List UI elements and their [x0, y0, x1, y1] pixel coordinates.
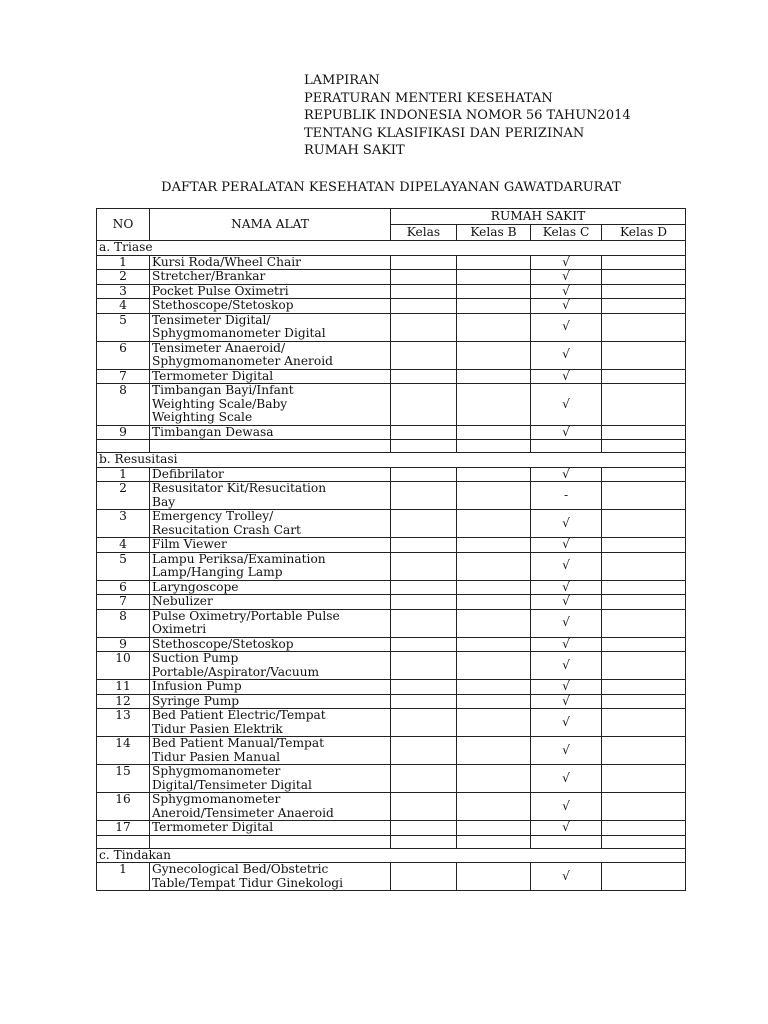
row-number: 6 — [97, 341, 150, 369]
equipment-name: Timbangan Bayi/Infant Weighting Scale/Baby Weighting Scale — [150, 384, 391, 426]
class-mark — [391, 482, 457, 510]
class-mark: √ — [531, 270, 602, 285]
document-header — [304, 72, 631, 160]
equipment-name: Infusion Pump — [150, 680, 391, 695]
row-number: 2 — [97, 270, 150, 285]
equipment-name: Stethoscope/Stetoskop — [150, 637, 391, 652]
blank-cell — [150, 835, 391, 848]
class-mark — [457, 284, 531, 299]
class-mark: √ — [531, 709, 602, 737]
class-mark: √ — [531, 680, 602, 695]
row-number: 1 — [97, 863, 150, 891]
class-mark — [391, 637, 457, 652]
class-mark — [391, 595, 457, 610]
class-mark: √ — [531, 765, 602, 793]
equipment-name: Resusitator Kit/Resucitation Bay — [150, 482, 391, 510]
equipment-name: Bed Patient Manual/Tempat Tidur Pasien Manual — [150, 737, 391, 765]
equipment-name: Pocket Pulse Oximetri — [150, 284, 391, 299]
class-mark — [391, 270, 457, 285]
class-mark — [457, 765, 531, 793]
class-mark — [391, 284, 457, 299]
class-mark — [602, 510, 686, 538]
class-mark: √ — [531, 255, 602, 270]
class-mark — [602, 580, 686, 595]
class-mark — [391, 737, 457, 765]
class-mark: √ — [531, 313, 602, 341]
table-row — [97, 284, 686, 299]
equipment-name: Syringe Pump — [150, 694, 391, 709]
class-mark — [602, 637, 686, 652]
table-header-row — [97, 209, 686, 225]
class-mark: √ — [531, 694, 602, 709]
class-mark: √ — [531, 637, 602, 652]
class-mark — [391, 299, 457, 314]
class-mark — [457, 652, 531, 680]
class-mark — [457, 694, 531, 709]
class-mark — [602, 255, 686, 270]
class-mark — [457, 425, 531, 440]
row-number: 15 — [97, 765, 150, 793]
class-mark — [457, 637, 531, 652]
table-row — [97, 863, 686, 891]
class-mark — [391, 341, 457, 369]
class-mark: √ — [531, 552, 602, 580]
equipment-name: Timbangan Dewasa — [150, 425, 391, 440]
column-group-header: RUMAH SAKIT — [391, 209, 686, 225]
row-number: 5 — [97, 552, 150, 580]
class-mark: √ — [531, 793, 602, 821]
table-row — [97, 680, 686, 695]
row-number: 14 — [97, 737, 150, 765]
class-mark — [457, 793, 531, 821]
class-mark: √ — [531, 341, 602, 369]
table-row — [97, 793, 686, 821]
class-mark — [602, 482, 686, 510]
section-label: c. Tindakan — [97, 848, 686, 863]
column-header-class: Kelas D — [602, 225, 686, 241]
column-header-name: NAMA ALAT — [150, 209, 391, 241]
class-mark — [602, 299, 686, 314]
row-number: 7 — [97, 595, 150, 610]
class-mark: √ — [531, 580, 602, 595]
equipment-name: Sphygmomanometer Aneroid/Tensimeter Anaeroid — [150, 793, 391, 821]
table-row — [97, 694, 686, 709]
table-row — [97, 384, 686, 426]
class-mark — [391, 538, 457, 553]
equipment-name: Stretcher/Brankar — [150, 270, 391, 285]
header-line: REPUBLIK INDONESIA NOMOR 56 TAHUN2014 — [304, 108, 631, 123]
header-line: RUMAH SAKIT — [304, 143, 405, 158]
class-mark — [602, 270, 686, 285]
section-row — [97, 241, 686, 256]
equipment-name: Pulse Oximetry/Portable Pulse Oximetri — [150, 609, 391, 637]
class-mark — [457, 595, 531, 610]
equipment-name: Gynecological Bed/Obstetric Table/Tempat Tidur Ginekologi — [150, 863, 391, 891]
class-mark — [602, 863, 686, 891]
section-row — [97, 453, 686, 468]
row-number: 8 — [97, 384, 150, 426]
table-row — [97, 652, 686, 680]
class-mark — [602, 369, 686, 384]
class-mark — [457, 313, 531, 341]
table-row — [97, 369, 686, 384]
table-row — [97, 538, 686, 553]
equipment-name: Emergency Trolley/ Resucitation Crash Cart — [150, 510, 391, 538]
equipment-name: Tensimeter Digital/ Sphygmomanometer Digital — [150, 313, 391, 341]
class-mark — [602, 765, 686, 793]
class-mark — [457, 384, 531, 426]
class-mark — [457, 580, 531, 595]
table-row — [97, 821, 686, 836]
table-row — [97, 595, 686, 610]
table-row — [97, 609, 686, 637]
equipment-table — [96, 208, 686, 891]
table-row — [97, 467, 686, 482]
class-mark — [457, 552, 531, 580]
class-mark — [602, 652, 686, 680]
class-mark — [602, 552, 686, 580]
row-number: 6 — [97, 580, 150, 595]
header-line: LAMPIRAN — [304, 73, 380, 88]
document-title: DAFTAR PERALATAN KESEHATAN DIPELAYANAN GAWATDARURAT — [161, 180, 621, 195]
column-header-class: Kelas B — [457, 225, 531, 241]
row-number: 7 — [97, 369, 150, 384]
table-row — [97, 270, 686, 285]
table-row — [97, 637, 686, 652]
class-mark — [391, 609, 457, 637]
section-label: b. Resusitasi — [97, 453, 686, 468]
row-number: 11 — [97, 680, 150, 695]
blank-row — [97, 835, 686, 848]
class-mark — [457, 482, 531, 510]
class-mark — [602, 609, 686, 637]
section-row — [97, 848, 686, 863]
class-mark — [602, 425, 686, 440]
row-number: 13 — [97, 709, 150, 737]
class-mark — [457, 299, 531, 314]
class-mark — [391, 680, 457, 695]
class-mark: √ — [531, 821, 602, 836]
row-number: 3 — [97, 284, 150, 299]
row-number: 16 — [97, 793, 150, 821]
class-mark — [391, 694, 457, 709]
equipment-name: Tensimeter Anaeroid/ Sphygmomanometer Aneroid — [150, 341, 391, 369]
equipment-name: Kursi Roda/Wheel Chair — [150, 255, 391, 270]
column-header-class: Kelas — [391, 225, 457, 241]
class-mark — [391, 580, 457, 595]
blank-cell — [97, 440, 150, 453]
class-mark — [602, 341, 686, 369]
blank-row — [97, 440, 686, 453]
row-number: 10 — [97, 652, 150, 680]
table-row — [97, 313, 686, 341]
column-header-class: Kelas C — [531, 225, 602, 241]
class-mark — [391, 863, 457, 891]
row-number: 9 — [97, 637, 150, 652]
row-number: 1 — [97, 255, 150, 270]
class-mark — [457, 680, 531, 695]
row-number: 12 — [97, 694, 150, 709]
class-mark: √ — [531, 284, 602, 299]
class-mark — [391, 255, 457, 270]
class-mark — [391, 652, 457, 680]
table-row — [97, 425, 686, 440]
class-mark — [457, 737, 531, 765]
table-row — [97, 299, 686, 314]
row-number: 3 — [97, 510, 150, 538]
equipment-name: Termometer Digital — [150, 369, 391, 384]
class-mark: √ — [531, 652, 602, 680]
table-body — [97, 241, 686, 891]
header-line: PERATURAN MENTERI KESEHATAN — [304, 90, 553, 106]
table-row — [97, 341, 686, 369]
equipment-name: Sphygmomanometer Digital/Tensimeter Digital — [150, 765, 391, 793]
header-line: TENTANG KLASIFIKASI DAN PERIZINAN — [304, 125, 585, 141]
blank-cell — [602, 835, 686, 848]
class-mark: √ — [531, 425, 602, 440]
class-mark: √ — [531, 299, 602, 314]
blank-cell — [391, 440, 457, 453]
table-row — [97, 255, 686, 270]
class-mark — [457, 270, 531, 285]
class-mark — [457, 369, 531, 384]
class-mark: √ — [531, 609, 602, 637]
equipment-name: Film Viewer — [150, 538, 391, 553]
class-mark — [602, 821, 686, 836]
class-mark — [602, 384, 686, 426]
equipment-name: Bed Patient Electric/Tempat Tidur Pasien Elektrik — [150, 709, 391, 737]
class-mark — [457, 467, 531, 482]
class-mark — [391, 821, 457, 836]
class-mark — [457, 255, 531, 270]
class-mark — [391, 313, 457, 341]
blank-cell — [457, 440, 531, 453]
blank-cell — [391, 835, 457, 848]
class-mark — [602, 595, 686, 610]
table-row — [97, 510, 686, 538]
class-mark — [391, 765, 457, 793]
class-mark — [457, 609, 531, 637]
blank-cell — [531, 835, 602, 848]
class-mark — [391, 510, 457, 538]
equipment-name: Laryngoscope — [150, 580, 391, 595]
class-mark — [602, 284, 686, 299]
row-number: 17 — [97, 821, 150, 836]
class-mark: √ — [531, 384, 602, 426]
class-mark — [602, 793, 686, 821]
class-mark — [457, 709, 531, 737]
class-mark — [457, 863, 531, 891]
table-row — [97, 580, 686, 595]
table-row — [97, 709, 686, 737]
equipment-name: Lampu Periksa/Examination Lamp/Hanging Lamp — [150, 552, 391, 580]
equipment-name: Termometer Digital — [150, 821, 391, 836]
class-mark: - — [531, 482, 602, 510]
class-mark — [391, 425, 457, 440]
class-mark: √ — [531, 863, 602, 891]
table-row — [97, 552, 686, 580]
table-row — [97, 765, 686, 793]
class-mark — [602, 313, 686, 341]
class-mark — [457, 821, 531, 836]
class-mark — [602, 737, 686, 765]
class-mark: √ — [531, 737, 602, 765]
class-mark — [457, 538, 531, 553]
class-mark: √ — [531, 369, 602, 384]
class-mark: √ — [531, 538, 602, 553]
row-number: 2 — [97, 482, 150, 510]
class-mark — [457, 341, 531, 369]
section-label: a. Triase — [97, 241, 686, 256]
column-header-no: NO — [97, 209, 150, 241]
class-mark — [602, 694, 686, 709]
class-mark — [391, 793, 457, 821]
class-mark — [391, 369, 457, 384]
blank-cell — [531, 440, 602, 453]
class-mark — [391, 384, 457, 426]
class-mark — [602, 538, 686, 553]
class-mark — [391, 709, 457, 737]
equipment-name: Stethoscope/Stetoskop — [150, 299, 391, 314]
class-mark — [602, 467, 686, 482]
row-number: 8 — [97, 609, 150, 637]
row-number: 5 — [97, 313, 150, 341]
class-mark: √ — [531, 595, 602, 610]
equipment-name: Suction Pump Portable/Aspirator/Vacuum — [150, 652, 391, 680]
blank-cell — [602, 440, 686, 453]
blank-cell — [97, 835, 150, 848]
class-mark: √ — [531, 510, 602, 538]
blank-cell — [457, 835, 531, 848]
class-mark: √ — [531, 467, 602, 482]
row-number: 1 — [97, 467, 150, 482]
class-mark — [391, 552, 457, 580]
class-mark — [391, 467, 457, 482]
row-number: 4 — [97, 299, 150, 314]
class-mark — [602, 709, 686, 737]
equipment-name: Defibrilator — [150, 467, 391, 482]
row-number: 9 — [97, 425, 150, 440]
class-mark — [457, 510, 531, 538]
row-number: 4 — [97, 538, 150, 553]
table-row — [97, 482, 686, 510]
equipment-name: Nebulizer — [150, 595, 391, 610]
blank-cell — [150, 440, 391, 453]
class-mark — [602, 680, 686, 695]
table-row — [97, 737, 686, 765]
